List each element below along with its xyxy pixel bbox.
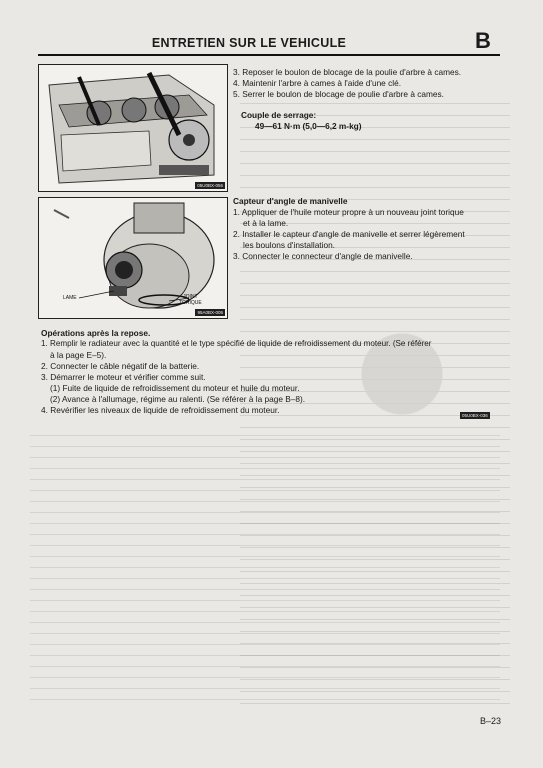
label-joint-torique: JOINT TORIQUE: [179, 294, 202, 306]
engine-illustration: [39, 65, 227, 191]
figure-code-3: 05U0BX-036: [462, 413, 488, 418]
page-number: B–23: [479, 716, 501, 726]
after-op-3: 3. Démarrer le moteur et vérifier comme suit.: [41, 372, 206, 382]
bleed-through-texture: [240, 95, 510, 715]
sensor-step-2-cont: les boulons d'installation.: [243, 240, 335, 250]
label-lame: LAME: [63, 295, 77, 301]
page-header: [38, 30, 500, 56]
page-title: ENTRETIEN SUR LE VEHICULE: [151, 36, 347, 50]
camshaft-step-3: 3. Reposer le boulon de blocage de la poulie d'arbre à cames.: [233, 67, 462, 77]
section-letter: B: [475, 28, 491, 53]
sensor-title: Capteur d'angle de manivelle: [233, 196, 348, 206]
figure-crank-angle-sensor: [38, 197, 228, 319]
figure-code: 95A0BX-005: [197, 310, 223, 315]
torque-value: 49—61 N·m (5,0—6,2 m-kg): [255, 121, 362, 131]
sensor-step-1-cont: et à la lame.: [243, 218, 289, 228]
after-op-1-cont: à la page E–5).: [50, 350, 107, 360]
after-op-1: 1. Remplir le radiateur avec la quantité et le type spécifié de liquide de refroidissement du moteur. (Se référer: [41, 339, 432, 348]
figure-code: 05U0BX-056: [197, 183, 223, 188]
figure-camshaft-pulley: [38, 64, 228, 192]
after-op-3-2: (2) Avance à l'allumage, régime au ralenti. (Se référer à la page B–8).: [50, 394, 306, 404]
after-ops-title: Opérations après la repose.: [41, 328, 151, 338]
after-op-3-1: (1) Fuite de liquide de refroidissement du moteur et huile du moteur.: [50, 383, 300, 393]
sensor-step-3: 3. Connecter le connecteur d'angle de manivelle.: [233, 251, 413, 261]
after-op-2: 2. Connecter le câble négatif de la batterie.: [41, 361, 200, 371]
camshaft-step-5: 5. Serrer le boulon de blocage de poulie d'arbre à cames.: [233, 89, 444, 99]
sensor-step-2: 2. Installer le capteur d'angle de manivelle et serrer légèrement: [233, 229, 465, 239]
camshaft-step-4: 4. Maintenir l'arbre à cames à l'aide d'une clé.: [233, 78, 402, 88]
after-op-4: 4. Revérifier les niveaux de liquide de refroidissement du moteur.: [41, 405, 280, 415]
bleed-through-texture-lower: [30, 430, 500, 710]
torque-title: Couple de serrage:: [241, 110, 317, 120]
sensor-step-1: 1. Appliquer de l'huile moteur propre à un nouveau joint torique: [233, 207, 464, 217]
